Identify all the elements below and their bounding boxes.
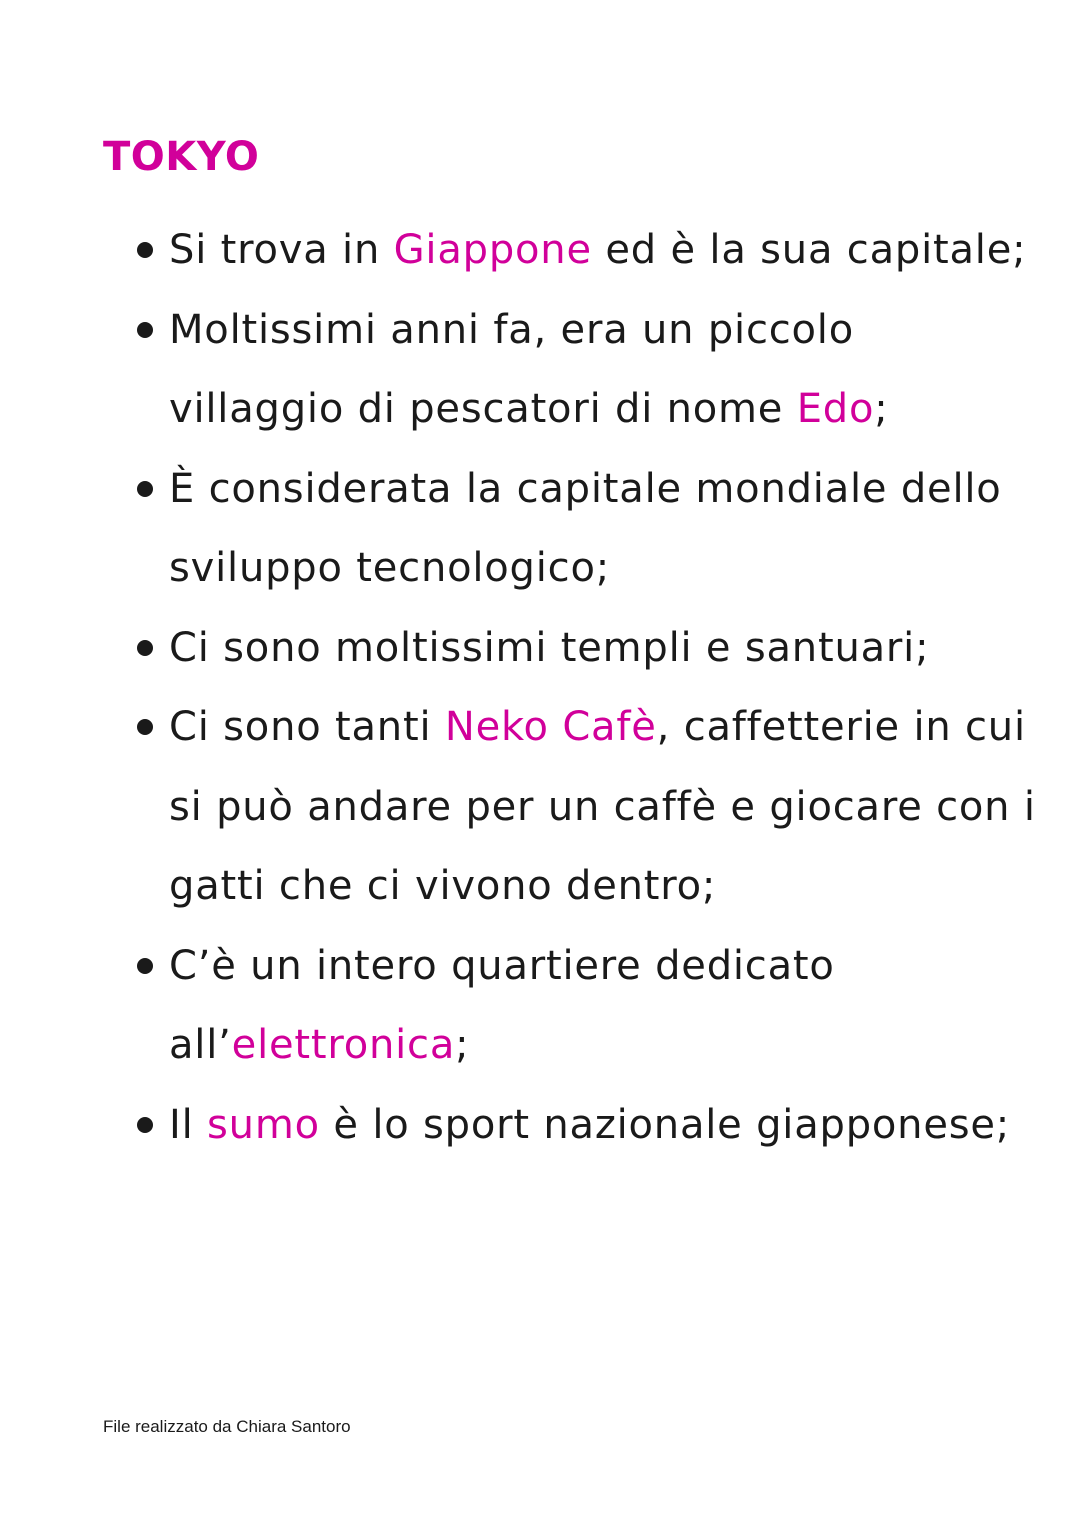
bullet-text: Si trova in	[169, 227, 394, 273]
bullet-text: Moltissimi anni fa, era un piccolo villaggio di pescatori di nome	[169, 306, 854, 432]
bullet-item	[0, 450, 1080, 609]
bullet-text: è lo sport nazionale giapponese;	[319, 1101, 1011, 1148]
bullet-text: , caffetterie in cui si può andare per un caffè e giocare con i gatti che ci vivono dentro;	[169, 704, 1036, 909]
bullet-dot-icon	[137, 481, 153, 497]
bullet-text: ed è la sua capitale;	[591, 227, 1027, 273]
bullet-item	[0, 688, 1080, 927]
bullet-text: ;	[874, 386, 889, 432]
bullet-item	[0, 211, 1080, 291]
highlight-term: elettronica	[231, 1022, 456, 1068]
bullet-text: ;	[455, 1022, 470, 1068]
bullet-dot-icon	[137, 242, 153, 258]
bullet-text: È considerata la capitale mondiale dello sviluppo tecnologico;	[169, 465, 1002, 591]
bullet-item	[0, 927, 1080, 1086]
bullet-item	[0, 1086, 1080, 1166]
page-footer: File realizzato da Chiara Santoro	[103, 1417, 351, 1436]
bullet-text: Il	[169, 1101, 208, 1148]
bullet-item	[0, 291, 1080, 450]
bullet-dot-icon	[137, 640, 153, 656]
bullet-dot-icon	[137, 322, 153, 338]
highlight-term: Edo	[796, 386, 875, 432]
bullet-text: Ci sono tanti	[169, 704, 445, 750]
highlight-term: Neko Cafè	[444, 704, 657, 750]
bullet-list	[0, 211, 1080, 1165]
bullet-item	[0, 609, 1080, 689]
bullet-text: Ci sono moltissimi templi e santuari;	[169, 624, 930, 671]
highlight-term: Giappone	[393, 227, 592, 273]
bullet-dot-icon	[137, 958, 153, 974]
page-title: TOKYO	[103, 134, 260, 180]
bullet-text: C’è un intero quartiere dedicato all’	[169, 942, 835, 1068]
bullet-dot-icon	[137, 1117, 153, 1133]
highlight-term: sumo	[207, 1101, 320, 1148]
bullet-dot-icon	[137, 719, 153, 735]
